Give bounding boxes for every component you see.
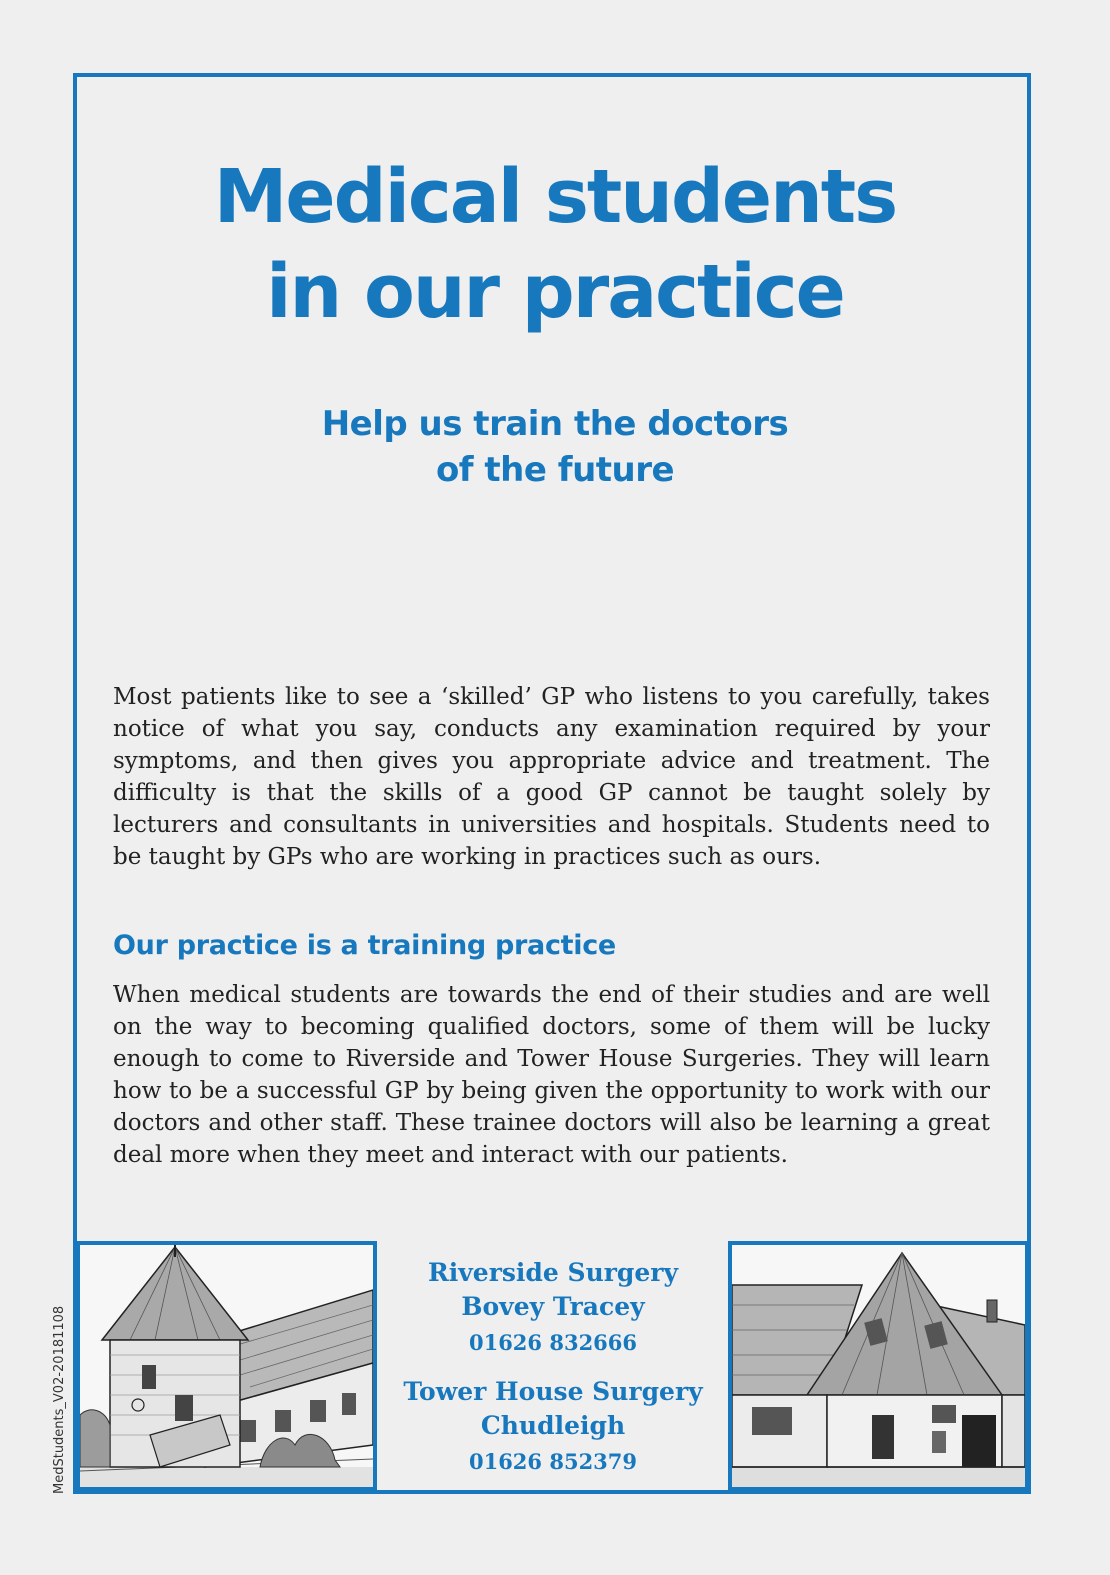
page-subtitle xyxy=(0,401,1110,493)
riverside-contact xyxy=(380,1256,726,1358)
riverside-phone: 01626 832666 xyxy=(468,1330,638,1355)
subtitle-line-1: Help us train the doctors xyxy=(321,404,789,444)
tower-house-surgery-sketch xyxy=(728,1241,1029,1491)
riverside-building-illustration xyxy=(80,1245,373,1487)
tower-house-name: Tower House Surgery xyxy=(403,1377,703,1406)
title-line-1: Medical students xyxy=(213,154,897,240)
tower-house-contact xyxy=(380,1375,726,1477)
page-title xyxy=(0,150,1110,340)
intro-paragraph: Most patients like to see a ‘skilled’ GP who listens to you carefully, takes notice of what you say, conducts any examination required by your symptoms, and then gives you appropriate advice and treatment. The difficulty is that the skills of a good GP cannot be taught solely by lecturers and consultants in universities and hospitals. Students need to be taught by GPs who are working in practices such as ours. xyxy=(113,684,990,870)
riverside-surgery-sketch xyxy=(76,1241,377,1491)
training-paragraph: When medical students are towards the end of their studies and are well on the way to becoming qualified doctors, some of them will be lucky enough to come to Riverside and Tower House Surgeries. They will learn how to be a successful GP by being given the opportunity to work with our doctors and other staff. These trainee doctors will also be learning a great deal more when they meet and interact with our patients. xyxy=(113,982,990,1168)
tower-house-location: Chudleigh xyxy=(480,1411,626,1440)
riverside-name: Riverside Surgery xyxy=(427,1258,679,1287)
document-code: MedStudents_V02-20181108 xyxy=(52,1305,67,1494)
tower-house-phone: 01626 852379 xyxy=(468,1449,638,1474)
tower-house-building-illustration xyxy=(732,1245,1025,1487)
section-heading: Our practice is a training practice xyxy=(113,930,616,961)
riverside-location: Bovey Tracey xyxy=(461,1292,645,1321)
title-line-2: in our practice xyxy=(266,249,844,335)
subtitle-line-2: of the future xyxy=(435,450,675,490)
